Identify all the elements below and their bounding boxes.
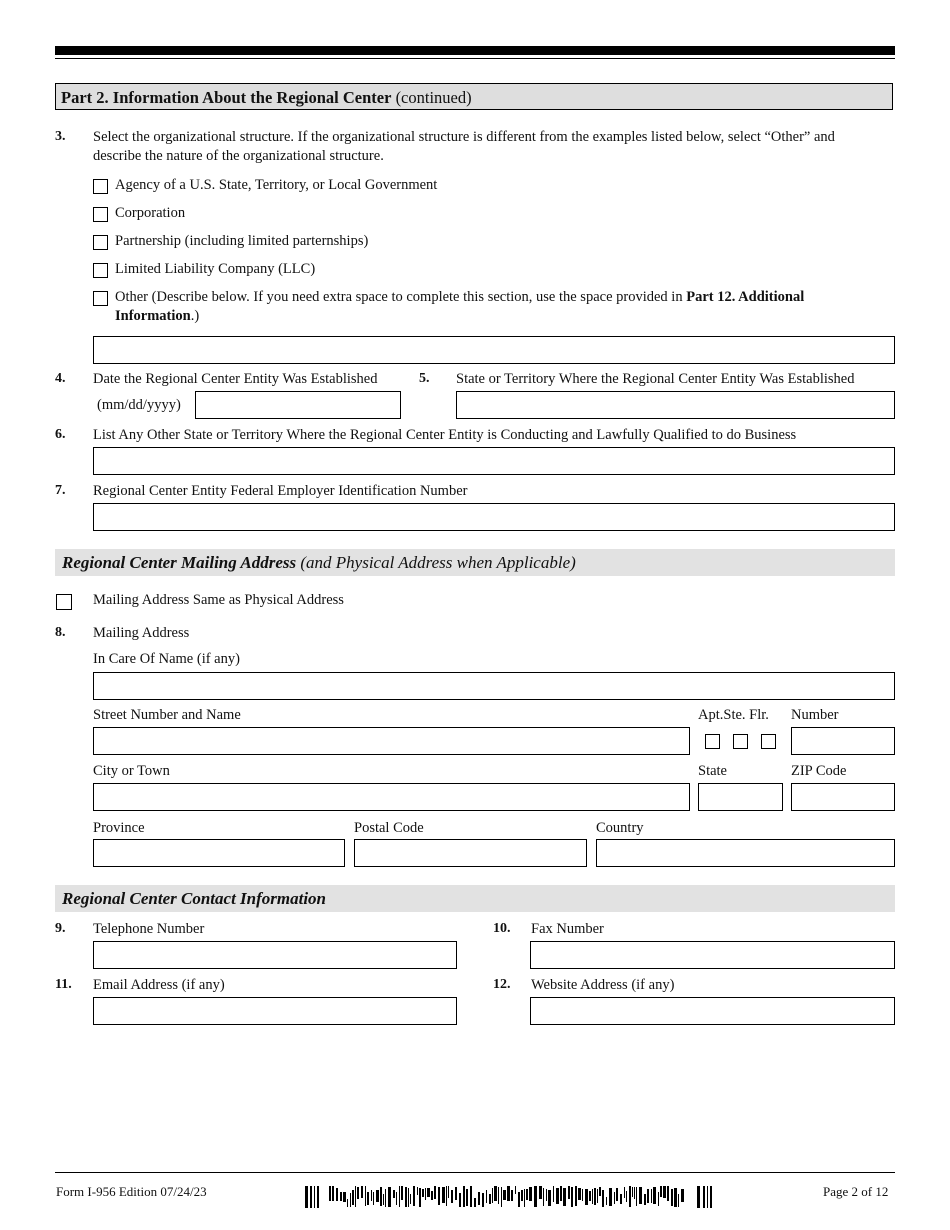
unit-number-field[interactable] — [791, 727, 895, 755]
checkbox-apt[interactable] — [705, 734, 720, 749]
mailing-section-title: Regional Center Mailing Address — [62, 553, 297, 572]
q6-label: List Any Other State or Territory Where the Regional Center Entity is Conducting and Lawfully Qualified to do Business — [93, 427, 797, 443]
unit-number-label: Number — [791, 707, 839, 723]
part-header — [55, 83, 893, 110]
mailing-section-subtitle: (and Physical Address when Applicable) — [296, 553, 576, 572]
other-ref-bold2: Information — [115, 308, 191, 324]
postal-code-field[interactable] — [354, 839, 587, 867]
option-agency-label: Agency of a U.S. State, Territory, or Local Government — [115, 177, 438, 193]
checkbox-corporation[interactable] — [93, 207, 108, 222]
province-label: Province — [93, 820, 145, 836]
q11-label: Email Address (if any) — [93, 977, 225, 993]
other-suffix: .) — [190, 308, 200, 324]
checkbox-partnership[interactable] — [93, 235, 108, 250]
q7-label: Regional Center Entity Federal Employer Identification Number — [93, 483, 468, 499]
q6-number: 6. — [55, 427, 66, 442]
country-label: Country — [596, 820, 644, 836]
state-established-field[interactable] — [456, 391, 895, 419]
email-field[interactable] — [93, 997, 457, 1025]
q4-format-hint: (mm/dd/yyyy) — [97, 397, 181, 413]
in-care-of-label: In Care Of Name (if any) — [93, 651, 240, 667]
q7-number: 7. — [55, 483, 66, 498]
q10-number: 10. — [493, 921, 511, 936]
footer-page-number: Page 2 of 12 — [823, 1184, 889, 1199]
apt-ste-flr-label: Apt.Ste. Flr. — [698, 707, 769, 723]
contact-section-header — [55, 885, 895, 912]
website-field[interactable] — [530, 997, 895, 1025]
footer-rule — [55, 1172, 895, 1173]
q4-label: Date the Regional Center Entity Was Established — [93, 371, 378, 387]
postal-code-label: Postal Code — [354, 820, 424, 836]
date-established-field[interactable] — [195, 391, 401, 419]
q3-text-line1: Select the organizational structure. If the organizational structure is different from the examples listed below, select “Other” and — [93, 129, 835, 145]
q12-label: Website Address (if any) — [531, 977, 675, 993]
other-description-field[interactable] — [93, 336, 895, 364]
same-as-physical-label: Mailing Address Same as Physical Address — [93, 592, 344, 608]
checkbox-same-as-physical[interactable] — [56, 594, 72, 610]
q3-number: 3. — [55, 129, 66, 144]
fein-field[interactable] — [93, 503, 895, 531]
street-field[interactable] — [93, 727, 690, 755]
q9-label: Telephone Number — [93, 921, 205, 937]
city-label: City or Town — [93, 763, 170, 779]
q9-number: 9. — [55, 921, 66, 936]
state-field[interactable] — [698, 783, 783, 811]
other-prefix: Other (Describe below. If you need extra space to complete this section, use the space provided in — [115, 289, 687, 305]
mailing-section-header — [55, 549, 895, 576]
checkbox-other[interactable] — [93, 291, 108, 306]
part-header-title: Part 2. Information About the Regional Center — [61, 88, 392, 107]
state-label: State — [698, 763, 727, 779]
option-llc-label: Limited Liability Company (LLC) — [115, 261, 316, 277]
in-care-of-field[interactable] — [93, 672, 895, 700]
country-field[interactable] — [596, 839, 895, 867]
q10-label: Fax Number — [531, 921, 604, 937]
top-rule-thick — [55, 46, 895, 55]
telephone-field[interactable] — [93, 941, 457, 969]
zip-field[interactable] — [791, 783, 895, 811]
top-rule-thin — [55, 58, 895, 59]
checkbox-llc[interactable] — [93, 263, 108, 278]
province-field[interactable] — [93, 839, 345, 867]
q12-number: 12. — [493, 977, 511, 992]
checkbox-agency[interactable] — [93, 179, 108, 194]
option-partnership-label: Partnership (including limited parternships) — [115, 233, 369, 249]
q8-number: 8. — [55, 625, 66, 640]
city-field[interactable] — [93, 783, 690, 811]
other-ref-bold1: Part 12. Additional — [686, 289, 805, 305]
q11-number: 11. — [55, 977, 72, 992]
q3-text-line2: describe the nature of the organizational structure. — [93, 148, 384, 164]
footer-form-id: Form I-956 Edition 07/24/23 — [56, 1184, 207, 1199]
zip-label: ZIP Code — [791, 763, 847, 779]
option-other-label-line2 — [115, 308, 199, 325]
barcode-image — [305, 1186, 713, 1208]
option-corporation-label: Corporation — [115, 205, 186, 221]
checkbox-ste[interactable] — [733, 734, 748, 749]
option-other-label — [115, 289, 804, 306]
other-states-field[interactable] — [93, 447, 895, 475]
fax-field[interactable] — [530, 941, 895, 969]
checkbox-flr[interactable] — [761, 734, 776, 749]
q5-number: 5. — [419, 371, 430, 386]
q8-label: Mailing Address — [93, 625, 190, 641]
q5-label: State or Territory Where the Regional Center Entity Was Established — [456, 371, 855, 387]
street-label: Street Number and Name — [93, 707, 241, 723]
contact-section-title: Regional Center Contact Information — [62, 889, 327, 908]
part-header-suffix: (continued) — [391, 88, 472, 107]
q4-number: 4. — [55, 371, 66, 386]
